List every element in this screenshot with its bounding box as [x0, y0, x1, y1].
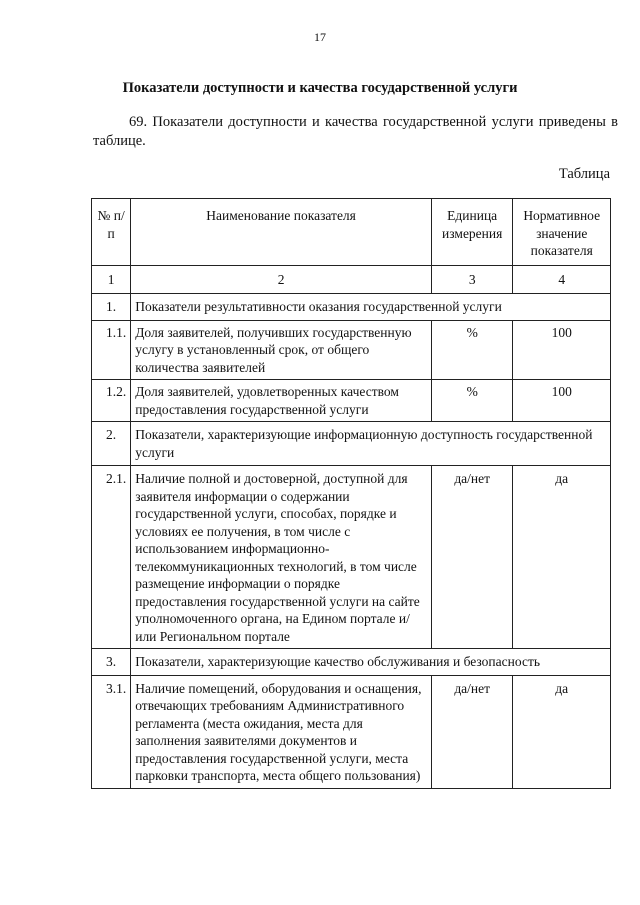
- indicator-name: Доля заявителей, удовлетворенных качеством предоставления государственной услуги: [131, 380, 432, 422]
- section-title: Показатели, характеризующие качество обслуживания и безопасность: [131, 649, 611, 676]
- table-row: [92, 675, 611, 788]
- indicator-name: Наличие полной и достоверной, доступной для заявителя информации о содержании государственной услуги, способах, порядке и условиях ее получения, в том числе с использованием информационно-телекоммуникационных технологий, в том числе размещение информации о порядке предоставления государственной услуги на сайте уполномоченного органа, на Едином портале и/или Региональном портале: [131, 466, 432, 649]
- header-num: № п/п: [92, 199, 131, 266]
- section-row: [92, 422, 611, 466]
- indicator-norm: 100: [513, 380, 611, 422]
- page-number: 17: [314, 30, 326, 44]
- indicator-unit: %: [431, 320, 512, 380]
- indicator-norm: да: [513, 466, 611, 649]
- section-title: Показатели результативности оказания государственной услуги: [131, 294, 611, 321]
- section-title: Показатели, характеризующие информационную доступность государственной услуги: [131, 422, 611, 466]
- indicator-unit: да/нет: [431, 466, 512, 649]
- row-number: 2.1.: [92, 466, 131, 649]
- column-number: 3: [431, 265, 512, 294]
- row-number: 3.: [92, 649, 131, 676]
- page-title: Показатели доступности и качества государственной услуги: [122, 80, 518, 96]
- row-number: 3.1.: [92, 675, 131, 788]
- indicators-table: [91, 198, 611, 789]
- table-row: [92, 466, 611, 649]
- table-header-row: [92, 199, 611, 266]
- section-row: [92, 294, 611, 321]
- intro-paragraph: 69. Показатели доступности и качества государственной услуги приведены в таблице.: [93, 114, 618, 149]
- column-number-row: [92, 265, 611, 294]
- row-number: 1.: [92, 294, 131, 321]
- section-row: [92, 649, 611, 676]
- indicator-unit: да/нет: [431, 675, 512, 788]
- indicator-name: Наличие помещений, оборудования и оснащения, отвечающих требованиям Административного регламента (места ожидания, места для заполнения заявителями документов и предоставления государственной услуги, места парковки транспорта, места общего пользования): [131, 675, 432, 788]
- table-row: [92, 380, 611, 422]
- row-number: 1.2.: [92, 380, 131, 422]
- header-unit: Единица измерения: [431, 199, 512, 266]
- header-name: Наименование показателя: [131, 199, 432, 266]
- header-norm: Нормативное значение показателя: [513, 199, 611, 266]
- table-caption: Таблица: [558, 166, 610, 182]
- table-row: [92, 320, 611, 380]
- indicator-unit: %: [431, 380, 512, 422]
- indicator-norm: 100: [513, 320, 611, 380]
- indicator-name: Доля заявителей, получивших государственную услугу в установленный срок, от общего количества заявителей: [131, 320, 432, 380]
- column-number: 4: [513, 265, 611, 294]
- row-number: 2.: [92, 422, 131, 466]
- column-number: 2: [131, 265, 432, 294]
- row-number: 1.1.: [92, 320, 131, 380]
- column-number: 1: [92, 265, 131, 294]
- indicator-norm: да: [513, 675, 611, 788]
